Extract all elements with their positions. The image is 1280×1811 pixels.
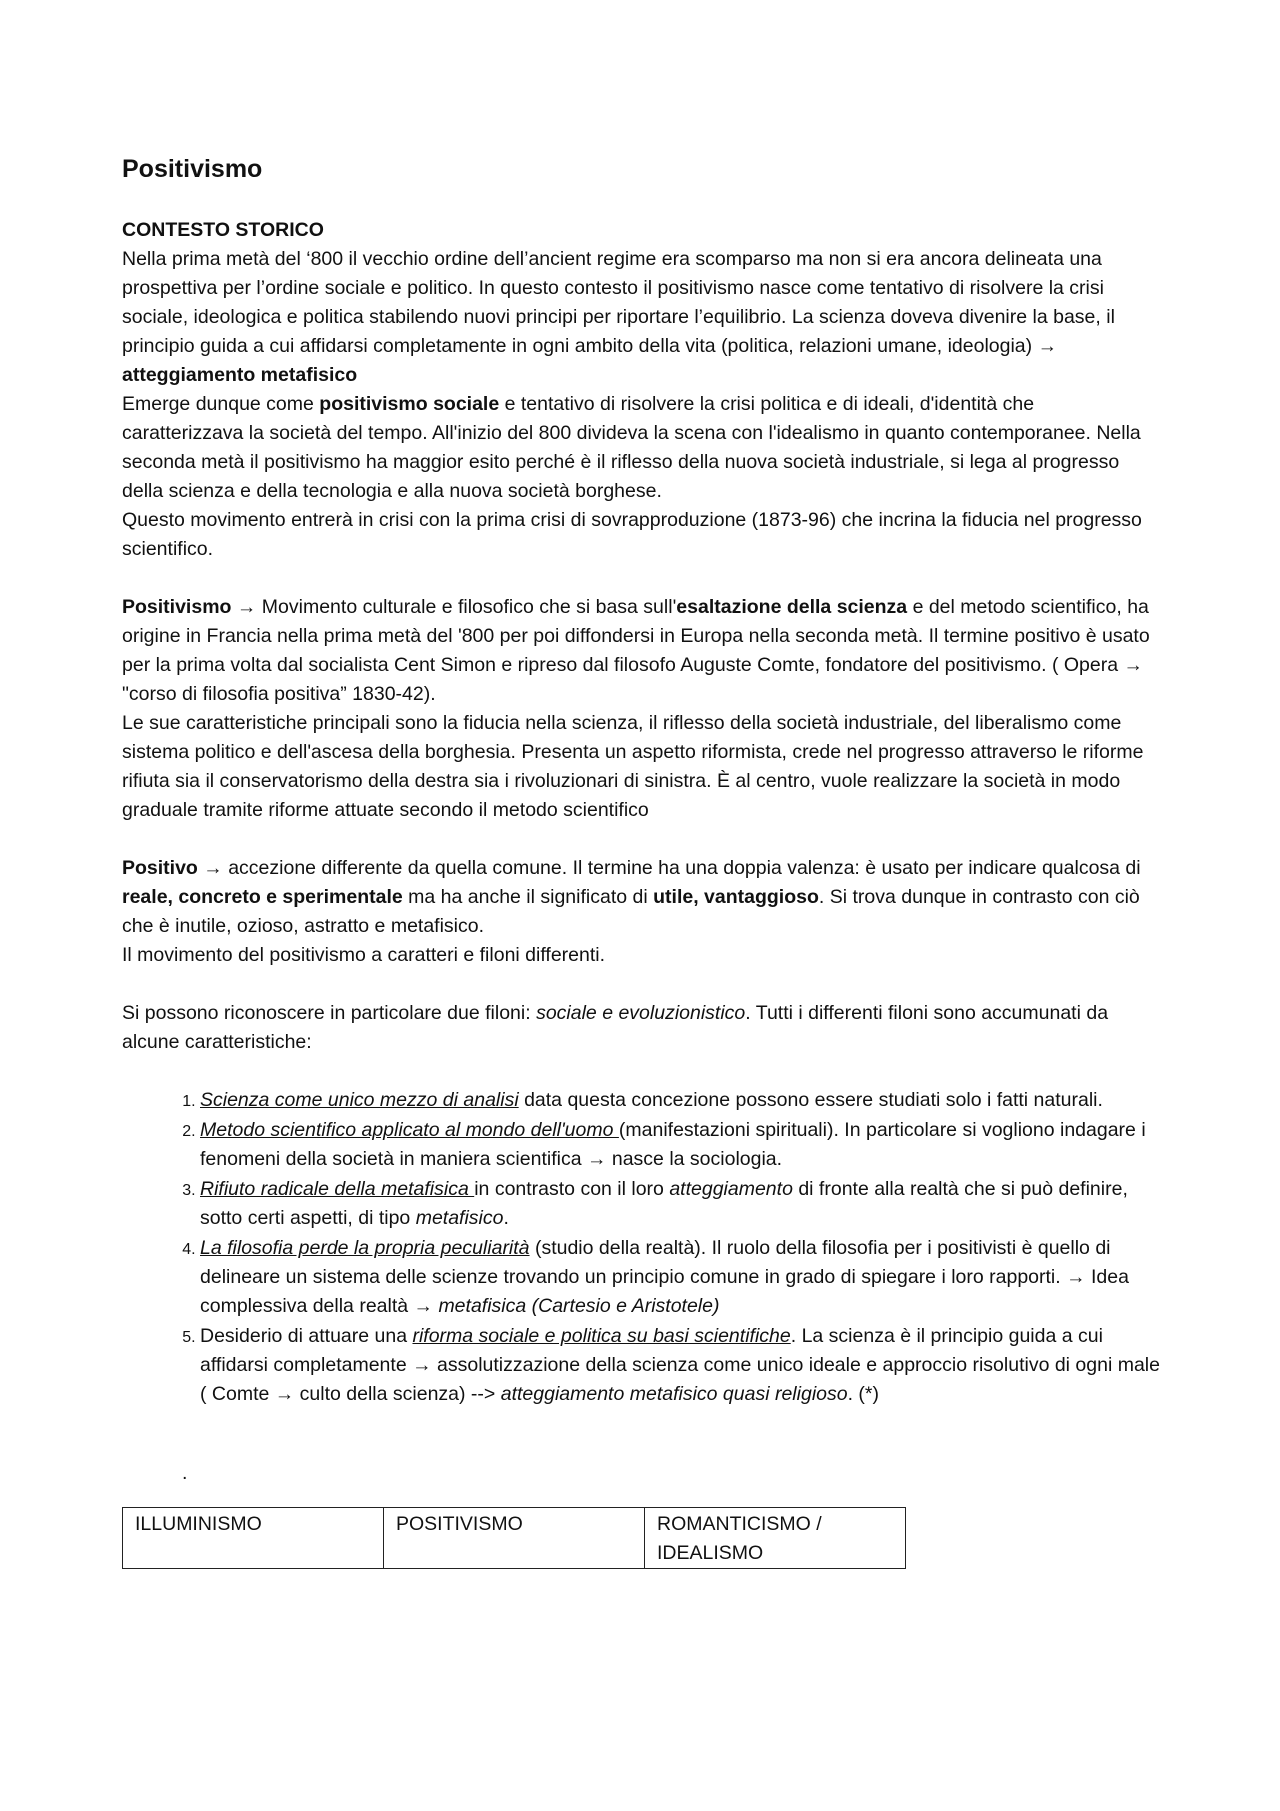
table-cell: ROMANTICISMO / IDEALISMO [645, 1508, 906, 1569]
section-positivo-definition [122, 854, 1160, 970]
paragraph: Emerge dunque come positivismo sociale e tentativo di risolvere la crisi politica e di ideali, d'identità che caratterizzava la società del tempo. All'inizio del 800 divideva la scena con l'idealismo in quanto contemporanee. Nella seconda metà il positivismo ha maggior esito perché è il riflesso della nuova società industriale, si lega al progresso della scienza e della tecnologia e alla nuova società borghese. [122, 393, 1141, 502]
list-item: 3. Rifiuto radicale della metafisica in contrasto con il loro atteggiamento di fronte alla realtà che si può definire, sotto certi aspetti, di tipo metafisico. [200, 1175, 1160, 1233]
section-positivismo-definition [122, 593, 1160, 825]
stray-dot: . [182, 1462, 188, 1484]
comparison-table [122, 1507, 906, 1569]
paragraph: Le sue caratteristiche principali sono la fiducia nella scienza, il riflesso della società industriale, del liberalismo come sistema politico e dell'ascesa della borghesia. Presenta un aspetto riformista, crede nel progresso attraverso le riforme rifiuta sia il conservatorismo della destra sia i rivoluzionari di sinistra. È al centro, vuole realizzare la società in modo graduale tramite riforme attuate secondo il metodo scientifico [122, 712, 1144, 821]
table-row [123, 1508, 906, 1569]
paragraph: Il movimento del positivismo a caratteri e filoni differenti. [122, 944, 606, 966]
page-title: Positivismo [122, 155, 263, 183]
list-item: 5. Desiderio di attuare una riforma sociale e politica su basi scientifiche. La scienza è il principio guida a cui affidarsi completamente → assolutizzazione della scienza come unico ideale e approccio risolutivo di ogni male ( Comte → culto della scienza) --> atteggiamento metafisico quasi religioso. (*) [200, 1322, 1160, 1409]
list-item: 4. La filosofia perde la propria peculiarità (studio della realtà). Il ruolo della filosofia per i positivisti è quello di delineare un sistema delle scienze trovando un principio comune in grado di spiegare i loro rapporti. → Idea complessiva della realtà → metafisica (Cartesio e Aristotele) [200, 1234, 1160, 1321]
paragraph-filoni: Si possono riconoscere in particolare due filoni: sociale e evoluzionistico. Tutti i differenti filoni sono accumunati da alcune caratteristiche: [122, 1002, 1109, 1053]
paragraph: Questo movimento entrerà in crisi con la prima crisi di sovrapproduzione (1873-96) che incrina la fiducia nel progresso scientifico. [122, 509, 1142, 560]
section-heading: CONTESTO STORICO [122, 219, 324, 241]
paragraph: Nella prima metà del ‘800 il vecchio ordine dell’ancient regime era scomparso ma non si era ancora delineata una prospettiva per l’ordine sociale e politico. In questo contesto il positivismo nasce come tentativo di risolvere la crisi sociale, ideologica e politica stabilendo nuovi principi per riportare l’equilibrio. La scienza doveva divenire la base, il principio guida a cui affidarsi completamente in ogni ambito della vita (politica, relazioni umane, ideologia) → atteggiamento metafisico [122, 248, 1115, 386]
table-cell: ILLUMINISMO [123, 1508, 384, 1569]
list-item: 2. Metodo scientifico applicato al mondo dell'uomo (manifestazioni spirituali). In particolare si vogliono indagare i fenomeni della società in maniera scientifica → nasce la sociologia. [200, 1116, 1160, 1174]
list-item: 1. Scienza come unico mezzo di analisi data questa concezione possono essere studiati solo i fatti naturali. [200, 1086, 1160, 1115]
characteristics-list [122, 1086, 1160, 1409]
table-cell: POSITIVISMO [384, 1508, 645, 1569]
paragraph: Positivo → accezione differente da quella comune. Il termine ha una doppia valenza: è usato per indicare qualcosa di reale, concreto e sperimentale ma ha anche il significato di utile, vantaggioso. Si trova dunque in contrasto con ciò che è inutile, ozioso, astratto e metafisico. [122, 857, 1141, 937]
paragraph: Positivismo → Movimento culturale e filosofico che si basa sull'esaltazione della scienza e del metodo scientifico, ha origine in Francia nella prima metà del '800 per poi diffondersi in Europa nella seconda metà. Il termine positivo è usato per la prima volta dal socialista Cent Simon e ripreso dal filosofo Auguste Comte, fondatore del positivismo. ( Opera → "corso di filosofia positiva” 1830-42). [122, 596, 1150, 705]
section-contesto-storico [122, 216, 1160, 564]
